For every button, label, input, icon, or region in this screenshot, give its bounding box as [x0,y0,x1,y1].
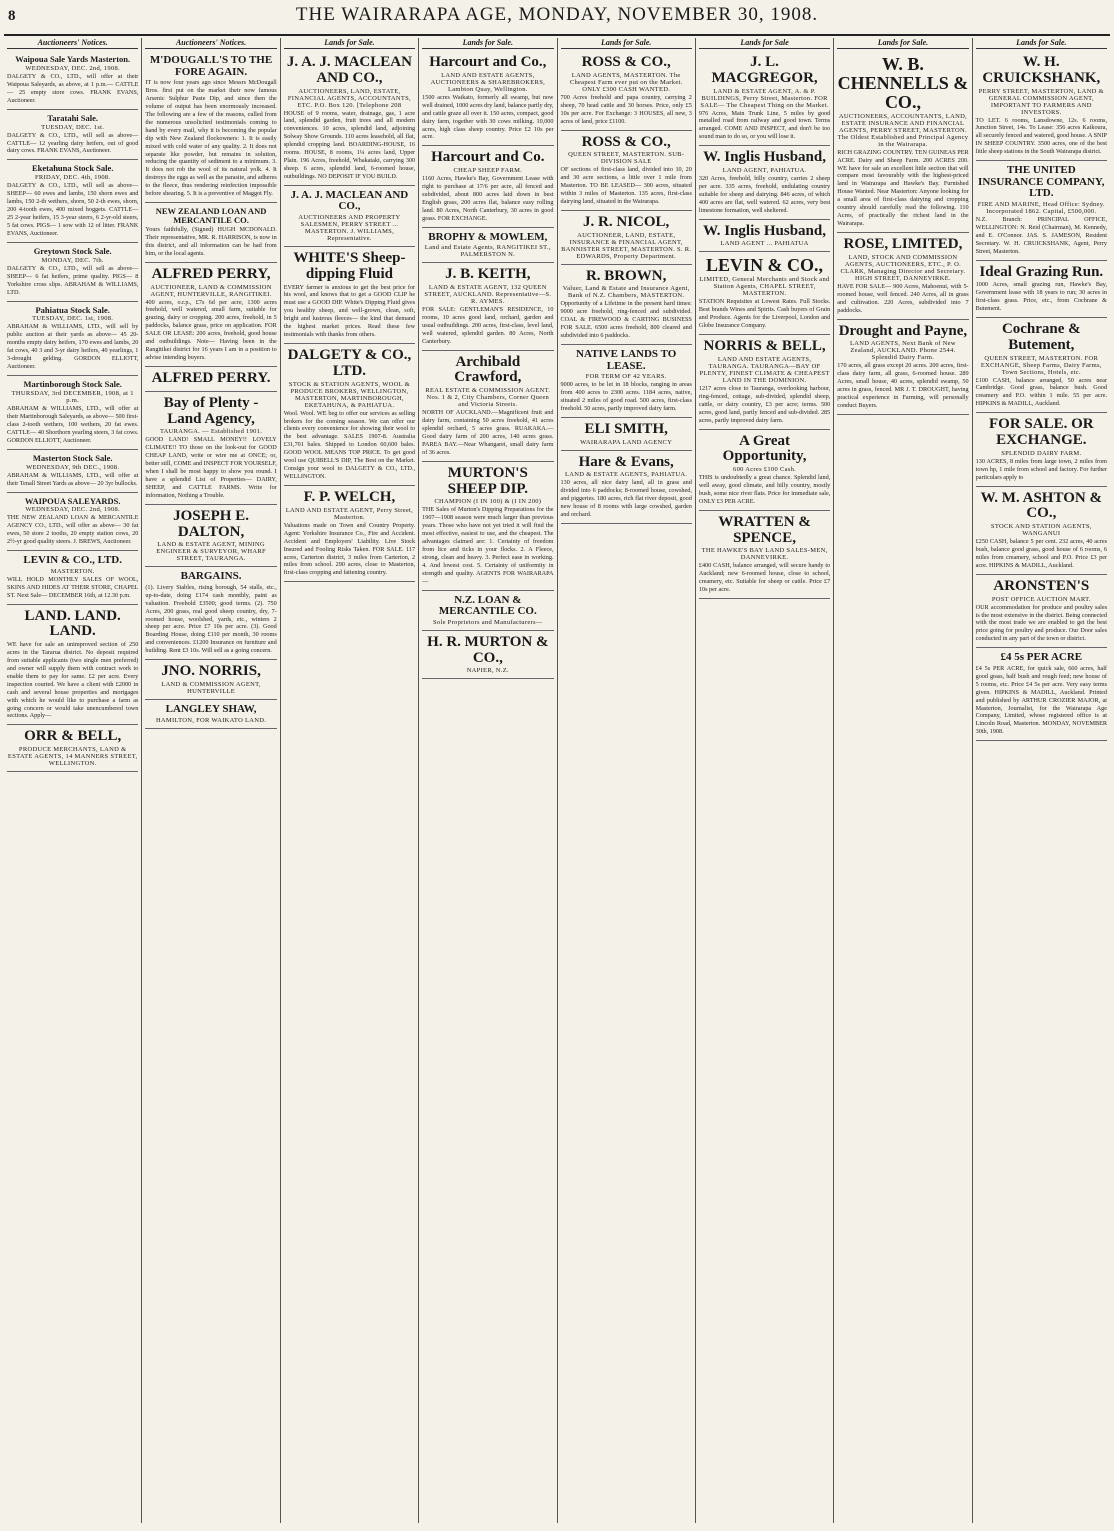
advertisement [284,186,415,247]
ad-subtitle: Land and Estate Agents, RANGITIKEI ST., PALMERSTON N. [424,244,551,259]
advertisement [699,335,830,429]
advertisement [422,228,553,264]
advertisement [7,493,138,552]
advertisement [422,263,553,350]
advertisement [284,344,415,486]
ad-title: LEVIN & CO., LTD. [23,554,122,567]
advertisement [145,392,276,505]
ad-subtitle: QUEEN STREET, MASTERTON. FOR EXCHANGE, Sheep Farms, Dairy Farms, Town Sections, Hotels, etc. [980,354,1102,376]
advertisement [145,660,276,700]
column-header: Auctioneers' Notices. [145,38,276,49]
ad-subtitle: Valuer, Land & Estate and Insurance Agent, Bank of N.Z. Chambers, MASTERTON. [562,285,690,300]
ad-title: Ideal Grazing Run. [979,263,1104,280]
advertisement [837,320,968,415]
ad-subtitle: LAND AND ESTATE AGENT, Perry Street, Masterton. [285,506,414,521]
ad-subtitle: Sole Proprietors and Manufacturers— [433,618,543,626]
column-header: Lands for Sale. [837,38,968,49]
ad-body: ABRAHAM & WILLIAMS, LTD., will offer at their Tenall Street Yards as above— 20 3yr bullocks. [7,471,139,487]
ad-body: DALGETY & CO., LTD., will offer at their Waipoua Saleyards, as above, at 1 p.m.— CATTLE— 25 empty store cows. FRANK EVANS, Auctioneer. [7,72,139,104]
advertisement [7,725,138,772]
ad-title: J. R. NICOL, [583,213,670,230]
ad-subtitle: FOR TERM OF 42 YEARS. [585,373,667,381]
ad-title: MURTON'S SHEEP DIP. [447,464,528,497]
ad-subtitle: LAND AGENTS, MASTERTON. The Cheapest Farm ever put on the Market. ONLY £300 CASH WANTED. [569,71,683,93]
ad-subtitle: CHEAP SHEEP FARM. [453,167,523,175]
ad-body: Opportunity of a Lifetime in the present hard times: 9000 acre freehold, ring-fenced and subdivided. COAL & FIREWOOD & CARTING BUSINESS FOR SALE. 6500 acres freehold, 800 cleared and subdivided into 6 paddocks. [560,300,692,340]
ad-title: Greytown Stock Sale. [33,245,112,256]
ad-body: 976 Acres, Main Trunk Line, 5 miles by good metalled road from railway and good town. Terms arranged. COME AND INSPECT, and don't be too sound man to do so, or you will lose it. [698,109,831,141]
ad-title: BROPHY & MOWLEM, [428,230,548,243]
advertisement [422,631,553,680]
ad-title: LANGLEY SHAW, [165,702,257,715]
ad-title: F. P. WELCH, [303,489,396,506]
advertisement [976,261,1107,319]
ad-body: £250 CASH, balance 5 per cent. 232 acres, 40 acres bush, balance good grass, good house of 6 rooms, 6 miles from creamery, school and P.O. Price £3 per acre. HIPKINS & MADILL, Auckland. [975,538,1107,569]
ad-subtitle: FRIDAY, DEC. 4th, 1908. [35,174,111,182]
advertisement [7,243,138,302]
ad-subtitle: LAND AGENT, PAHIATUA. [722,167,807,174]
ad-subtitle: FIRE AND MARINE, Head Office: Sydney. Incorporated 1862. Capital, £500,000. [977,200,1105,215]
ad-title: LAND. LAND. LAND. [24,607,121,640]
ad-title: ROSS & CO., [581,54,671,70]
ad-body: TO LET. 6 rooms, Lansdowne, 12s. 6 rooms, Junction Street, 14s. To Lease: 356 acres Kaikoura, all securely fenced and watered, good house. A SNIP IN SHEEP COUNTRY. 3500 acres, one of the best little sheep stations in the South Wairarapa district. [975,116,1107,156]
advertisement [561,51,692,131]
advertisement [7,110,138,161]
column-2 [141,38,279,1523]
advertisement [145,367,276,392]
column-8 [972,38,1110,1523]
ad-subtitle: TUESDAY, DEC. 1st, 1908. [32,315,114,323]
ad-title: J. A. J. MACLEAN AND CO., [290,188,409,213]
ad-subtitle: WEDNESDAY, DEC. 2nd, 1908. [25,64,121,72]
advertisement [145,51,276,203]
ad-title: W. M. ASHTON & CO., [980,489,1102,522]
advertisement [561,131,692,211]
advertisement [976,487,1107,575]
advertisement [7,51,138,110]
column-header: Lands for Sale [699,38,830,49]
masthead [4,4,1110,36]
columns-container [4,38,1110,1523]
ad-title: W. Inglis Husband, [703,149,826,166]
ad-title: JNO. NORRIS, [161,663,261,680]
ad-subtitle: THURSDAY, 3rd DECEMBER, 1908, at 1 p.m. [11,390,134,405]
ad-subtitle: AUCTIONEER, LAND, ESTATE, INSURANCE & FINANCIAL AGENT, BANNISTER STREET, MASTERTON. S. R. EDWARDS, Property Department. [561,231,692,260]
advertisement [699,146,830,219]
column-1 [4,38,141,1523]
column-header: Lands for Sale. [284,38,415,49]
ad-body: 400 acres, o.r.p., £7s 6d per acre, 1300 acres freehold, well watered, small farm, suitable for grazing, dairy or cropping. 200 acres, freehold, in 5 paddocks, balance grass, price on application. FOR SALE OR LEASE: 200 acres, freehold, good house and outbuildings. Note— Having been in the Rangitikei district for 16 years I am in a position to advise intending buyers. [145,298,277,362]
ad-subtitle: AUCTIONEERS, ACCOUNTANTS, LAND, ESTATE INSURANCE AND FINANCIAL AGENTS, PERRY STREET, MASTERTON. The Oldest Established and Principal Agency in the Wairarapa. [837,112,969,148]
ad-title: THE UNITED INSURANCE COMPANY, LTD. [978,164,1105,200]
advertisement [837,233,968,320]
ad-title: Eketahuna Stock Sale. [31,163,114,174]
ad-body: DALGETY & CO., LTD., will sell as above— SHEEP— 6 fat heifers, prime quality. PIGS— 8 Yorkshire cross slips. ABRAHAM & WILLIAMS, LTD. [7,264,139,296]
ad-title: Harcourt and Co., [429,54,547,70]
page-number: 8 [8,8,16,24]
ad-body: 1160 Acres, Hawke's Bay, Government Lease with right to purchase at 17/6 per acre, all fenced and subdivided, about 800 acres laid down in best English grass, 200 acres flat, balance easy rolling land. 80 Acres, North Canterbury, 30 acres in good grass. FOR EXCHANGE. [422,175,554,222]
ad-body: HOUSE of 9 rooms, water, drainage, gas, 1 acre land, splendid garden, fruit trees and all modern conveniences. 10 acres, splendid land, adjoining Solway Show Grounds. 110 acres leasehold, all flat, splendid cropping land. BOARDING-HOUSE, 16 rooms. HOUSE, 8 rooms, 1¼ acres land, Upper Plain. 196 Acres, freehold, Whakataki, carrying 300 sheep. 6 acres, splendid land, 6-roomed house, outbuildings. NO DEPOSIT IF YOU BUILD. [283,109,416,180]
advertisement [7,376,138,450]
ad-title: NEW ZEALAND LOAN AND MERCANTILE CO. [155,206,267,226]
ad-title: WAIPOUA SALEYARDS. [24,495,121,506]
ad-title: WHITE'S Sheep-dipping Fluid [293,250,406,282]
ad-subtitle: MONDAY, DEC. 7th. [41,256,104,264]
ad-title: W. H. CRUICKSHANK, [982,54,1101,86]
ad-subtitle: MASTERTON. [50,567,95,575]
column-header: Lands for Sale. [561,38,692,49]
advertisement [561,418,692,451]
ad-body: ABRAHAM & WILLIAMS, LTD., will offer at their Martinborough Saleyards, as above— 500 first-class 2-tooth wethers, 100 wethers, 20 fat ewes. CATTLE— 40 Shorthorn yearling steers, 3 fat cows. GORDON ELLIOTT, Auctioneer. [7,405,139,444]
ad-body: DALGETY & CO., LTD., will sell as above— CATTLE— 12 yearling dairy heifers, out of good dairy cows. FRANK EVANS, Auctioneer. [7,131,139,155]
ad-title: Martinborough Stock Sale. [23,379,122,390]
ad-subtitle: AUCTIONEERS, LAND, ESTATE, FINANCIAL AGENTS, ACCOUNTANTS, ETC. P.O. Box 120. [Telephone 208 [287,87,411,109]
advertisement [422,351,553,462]
ad-body: 130 acres, all nice dairy land, all in grass and divided into 6 paddocks; 8-roomed house, cowshed, and piggeries. 180 acres, rich flat river deposit, good new house of 8 rooms with large cowshed, garden and orchard. [560,479,692,519]
advertisement [422,462,553,591]
ad-title: N.Z. LOAN & MERCANTILE CO. [438,593,537,618]
ad-title: ORR & BELL, [24,728,122,745]
advertisement [976,648,1107,741]
advertisement [284,51,415,186]
ad-body: THIS is undoubtedly a great chance. Splendid land, well away, good climate, and hilly country, mostly bush, some nice river flats. Price for immediate sale, ONLY £3 PER ACRE. [698,474,831,505]
ad-subtitle: LAND & COMMISSION AGENT, HUNTERVILLE [161,680,261,695]
advertisement [145,567,276,660]
advertisement [837,51,968,233]
ad-title: W. Inglis Husband, [703,222,826,239]
ad-title: ELI SMITH, [584,420,668,437]
ad-title: Bay of Plenty - Land Agency, [163,394,259,427]
ad-title: JOSEPH E. DALTON, [173,507,249,540]
ad-body: WE have for sale an unimproved section of 250 acres in the Tararua district. No deposit required from suitable applicants (two single men preferred) and owner will supply them with contract work to enable them to pay for same. £2 per acre. Every inspection courted. We have a client with £2000 in cash and several house properties and mortgages with which he would like to purchase a farm as going concern or would take unencumbered town sections. Apply— [7,641,139,720]
ad-title: Masterton Stock Sale. [32,452,113,463]
ad-body: 1500 acres Waikato, formerly all swamp, but now well drained, 1000 acres dry land, balance partly dry, and cattle graze all over it. 150 acres, compact, good dairy farm, together with 30 cows milking. 10,000 acres, high class sheep country. Price £2 10s per acre. [422,93,554,141]
ad-body: HAVE FOR SALE— 900 Acres, Mahoenui, with 5-roomed house, well fenced. 240 Acres, all in grass and cultivation. 220 Acres, subdivided into 7 paddocks. [837,282,969,314]
ad-title: Hare & Evans, [578,453,674,470]
ad-title: DALGETY & CO., LTD. [287,347,412,379]
ad-body: Yours faithfully, (Signed) HUGH MCDONALD. Their representative, MR. R. HARRISON, is now in this district, and all information can be had from him, or the local agents. [145,226,277,257]
advertisement [561,345,692,418]
ad-body: GOOD LAND! SMALL MONEY!! LOVELY CLIMATE!! TO those on the look-out for GOOD CHEAP LAND, write or wire me at ONCE; or, better still, COME and INSPECT FOR YOURSELF, when I shall be most happy to show you round. I have a splendid List of Properties— DAIRY, SHEEP, and CATTLE FARMS. Write for information, Nothing a Trouble. [145,436,277,499]
ad-subtitle: AUCTIONEER, LAND & COMMISSION AGENT, HUNTERVILLE, RANGITIKEI. [150,283,272,298]
ad-body: 170 acres, all grass except 20 acres. 200 acres, first-class dairy farm, all grass, 6-roomed house. 289 Acres, small house, 40 acres, splendid swamp, 50 acres in grass, fenced. MR J. T. DROUGHT, having practical experience in Farming, will personally conduct Buyers. [837,362,969,409]
ad-subtitle: REAL ESTATE & COMMISSION AGENT. Nos. 1 & 2, City Chambers, Corner Queen and Victoria Streets. [425,387,551,409]
ad-title: FOR SALE. OR EXCHANGE. [989,416,1094,449]
ad-body: Valuations made on Town and Country Property. Agent: Yorkshire Insurance Co., Fire and Accident. Accident and Employers' Liability. Live Stock Insured and Fooling Risks Taken. FOR SALE. 117 acres, Carterton district, 3 miles from Carterton, 2 miles from school. 290 acres, close to Masterton, first-class cropping and fattening country. [283,521,416,577]
ad-title: J. L. MACGREGOR, [711,54,818,86]
ad-title: Pahiatua Stock Sale. [35,304,110,315]
ad-title: A Great Opportunity, [722,432,807,465]
ad-subtitle: SPLENDID DAIRY FARM. [1001,449,1082,457]
ad-subtitle: STOCK & STATION AGENTS, WOOL & PRODUCE BROKERS, WELLINGTON, MASTERTON, MARTINBOROUGH, EKETAHUNA, & PAHIATUA. [288,380,410,409]
advertisement [7,160,138,242]
ad-title: LEVIN & CO., [706,255,824,276]
advertisement [284,247,415,344]
ad-title: NATIVE LANDS TO LEASE. [576,348,677,372]
ad-subtitle: THE HAWKE'S BAY LAND SALES-MEN, DANNEVIRKE. [701,547,828,562]
ad-title: ARONSTEN'S [993,577,1090,594]
advertisement [699,51,830,146]
ad-title: ROSS & CO., [581,133,671,150]
ad-body: (1). Livery Stables, rising borough, 54 stalls, etc., up-to-date, doing £174 cash monthly, paint as valuation. Freehold £3500; good terms. (2). 750 Acres, 200 grass, real good sheep country, dry, 7-roomed house, woolshed, yards, etc., winters 2 sheep per acre. Price £7 10s per acre. (3). Good Boarding House, doing £110 per month, 30 rooms and conveniences. £1200 Insurance on furniture and building. Rent £3 10s. Will sell as a going concern. [145,583,277,655]
advertisement [699,430,830,511]
ad-title: Waipoua Sale Yards Masterton. [15,54,131,64]
ad-title: Archibald Crawford, [454,353,522,386]
ad-title: NORRIS & BELL, [703,338,826,355]
column-3 [280,38,418,1523]
ad-body: OF sections of first-class land, divided into 10, 20 and 30 acre sections, a little over 1 mile from Masterton. TO BE LEASED— 300 acres, situated within 3 miles of Masterton. 135 acres, first-class dairying land, situated in the Wairarapa. [560,166,692,205]
ad-title: ROSE, LIMITED, [843,236,963,253]
advertisement [145,505,276,568]
advertisement [699,252,830,335]
ad-title: J. B. KEITH, [445,266,531,283]
ad-title: Drought and Payne, [838,322,968,339]
ad-subtitle: LAND AGENTS, Next Bank of New Zealand, AUCKLAND. Phone 2544. Splendid Dairy Farm. [850,340,956,362]
ad-body: 9000 acres, to be let in 18 blocks, ranging in areas from 400 acres to 2300 acres. 1184 acres, native, situated 2 miles of good road. 500 acres, first-class freehold. 50 acres, partly improved dairy farm. [560,381,692,413]
ad-body: 130 ACRES, 8 miles from large town, 2 miles from town hp, 1 mile from school and factory. For further particulars apply to [975,457,1107,481]
ad-title: £4 5s PER ACRE [1000,651,1083,664]
ad-body: N.Z. Branch: PRINCIPAL OFFICE, WELLINGTON: N. Reid (Chairman), M. Kennedy, and E. O'Connor. JAS. S. JAMESON, Resident Secretary. W. H. CRUICKSHANK, Agent, Perry Street, Masterton. [975,215,1107,255]
ad-subtitle: 600 Acres £100 Cash. [733,466,797,474]
ad-title: H. R. MURTON & CO., [427,633,549,666]
ad-subtitle: LIMITED, General Merchants and Stock and Station Agents, CHAPEL STREET, MASTERTON. [699,276,830,298]
ad-body: THE NEW ZEALAND LOAN & MERCANTILE AGENCY CO., LTD., will offer as above— 30 fat ewes, 50 store 2 tooths, 20 empty station cows, 20 2½-yr good quality steers. J. BREWS, Auctioneer. [7,514,139,546]
advertisement [7,450,138,493]
ad-subtitle: STOCK AND STATION AGENTS, WANGANUI [990,523,1092,538]
ad-body: 1217 acres close to Tauranga, overlooking harbour, ring-fenced, cottage, sub-divided, splendid sheep, cattle, or dairy country, £3 per acre; terms. 500 acres, good land, partly fenced and sub-divided. 285 acres, partly improved dairy farm. [698,384,831,424]
ad-body: £4 5s PER ACRE, for quick sale, 660 acres, half good grass, half bush and rough feed; new house of 5 rooms, etc. Price £4 5s per acre. Very easy terms given. HIPKINS & MADILL, Auckland. Printed and published by ARTHUR CROZIER MAJOR, at Masterton, Journalist, for the Wairarapa Age Company, Limited, whose registered office is at Lincoln Road, Masterton. MONDAY, NOVEMBER 30th, 1908. [975,664,1107,736]
advertisement [561,265,692,345]
ad-title: J. A. J. MACLEAN AND CO., [286,54,412,86]
column-6 [695,38,833,1523]
ad-title: BARGAINS. [180,570,242,583]
column-header: Lands for Sale. [976,38,1107,49]
ad-body: IT is now four years ago since Messrs McDougall Bros. first put on the market their now famous Arsenic Sulphur Paste Dip, and since then the volume of output has been enormously increased. The following are a few of the reasons, culled from the numerous unsolicited testimonials coming to hand by every mail, why it is becoming the popular dip with New Zealand flockowners: 1. It is easily mixed with cold water of any quality. 2. It does not separate like powder, but remains in solution, reducing the quantity of sediment to a minimum. 3. It does not rob the wool of its natural yolk. 4. It destroys the eggs as well as the parasite, and adheres to the fleece, thus rendering reinfection impossible before shearing. 5. It is a preventive of Maggot Fly. [145,79,277,198]
advertisement [7,605,138,726]
ad-body: OUR accommodation for produce and poultry sales is the most extensive in the district. Being connected with the most trade we are enabled to get the best price going for poultry and produce. Our Door sales conducted in any part of the town or district. [975,603,1107,643]
ad-body: RICH GRAZING COUNTRY. TEN GUINEAS PER ACRE. Dairy and Sheep Farm. 200 ACRES 200. WE have for sale an excellent little section that will compare most favourably with the highest-priced land in Wairarapa and Hawke's Bay. Furnished House Wanted. Near Masterton: Anyone looking for a small area of first-class dairying and cropping country should carefully read the following. 110 Acres, of practically the richest land in the Wairarapa. [837,148,969,228]
advertisement [699,220,830,253]
ad-subtitle: PERRY STREET, MASTERTON, LAND & GENERAL COMMISSION AGENT, IMPORTANT TO FARMERS AND INVESTORS. [978,87,1104,116]
column-5 [557,38,695,1523]
ad-title: Harcourt and Co. [431,149,545,166]
ad-title: WRATTEN & SPENCE, [718,513,811,546]
ad-subtitle: TAURANGA. — Established 1901. [159,428,263,436]
ad-body: STATION Requisites at Lowest Rates. Full Stocks. Best brands Wines and Spirits. Cash buyers of Grain and Produce. Agents for the Liverpool, London and Globe Insurance Company. [698,298,831,330]
ad-body: 320 Acres, freehold, hilly country, carries 2 sheep per acre. 335 acres, freehold, undulating country suitable for sheep and dairying. 846 acres, of which 400 acres are flat, well watered. 62 acres, very best limestone formation, well sheltered. [698,175,831,214]
advertisement [145,263,276,367]
ad-title: R. BROWN, [585,267,667,284]
ad-subtitle: LAND & ESTATE AGENT, MINING ENGINEER & SURVEYOR, WHARF STREET, TAURANGA. [156,541,266,563]
ad-body: EVERY farmer is anxious to get the best price for his wool, and knows that to get a GOOD CLIP he must use a GOOD DIP. White's Dipping Fluid gives you healthy sheep, and well-grown, clean, soft, bright and lustrous fleeces— the kind that demand the highest market prices. Read these few testimonials with thanks from others. [283,283,416,339]
ad-body: ABRAHAM & WILLIAMS, LTD., will sell by public auction at their yards as above— 45 20-months empty dairy heifers, 170 ewes and lambs, 20 fat cows, 40 3 and 3-yr dairy heifers, 40 yearlings, 1 3-drought gelding. GORDON ELLIOTT, Auctioneer. [7,323,139,371]
ad-body: 700 Acres freehold and papa country, carrying 2 sheep, 70 head cattle and 30 horses. Price, only £5 10s per acre. For Exchange: 3 HOUSES, all new, 3 acres of land, price £1100. [560,93,692,125]
ad-subtitle: HAMILTON, FOR WAIKATO LAND. [155,716,267,724]
advertisement [976,413,1107,486]
advertisement [561,451,692,524]
ad-title: M'DOUGALL'S TO THE FORE AGAIN. [149,54,273,78]
ad-title: Taratahi Sale. [47,112,99,123]
ad-subtitle: LAND & ESTATE AGENT, A. & P. BUILDINGS, Perry Street, Masterton. FOR SALE— The Cheapest Thing on the Market. [700,87,829,109]
ad-body: £100 CASH, balance arranged, 50 acres near Cambridge. Good grass, balance bush. Good creamery and P.O. within 1 mile. 55 per acre. HIPKINS & MADILL, Auckland. [975,376,1107,408]
newspaper-page [4,4,1110,1523]
ad-title: Cochrane & Butement, [1001,321,1081,353]
ad-title: ALFRED PERRY. [151,370,271,386]
advertisement [7,551,138,604]
ad-subtitle: POST OFFICE AUCTION MART. [991,595,1091,603]
ad-subtitle: LAND & ESTATE AGENT, 132 QUEEN STREET, AUCKLAND. Representative—S. R. AYMES. [424,284,552,306]
advertisement [699,511,830,599]
advertisement [561,211,692,265]
ad-subtitle: AUCTIONEERS AND PROPERTY SALESMEN, PERRY STREET ... MASTERTON. J. WILLIAMS, Representative. [298,214,401,243]
ad-subtitle: LAND & ESTATE AGENTS, PAHIATUA. [565,471,688,479]
advertisement [422,146,553,227]
advertisement [145,700,276,729]
advertisement [976,575,1107,648]
column-header: Auctioneers' Notices. [7,38,138,49]
ad-subtitle: LAND AGENT ... PAHIATUA [720,240,809,248]
ad-subtitle: CHAMPION (I IN 100) & (I IN 200) [434,498,542,506]
ad-subtitle: NAPIER, N.Z. [466,667,509,675]
advertisement [7,302,138,377]
ad-subtitle: WAIRARAPA LAND AGENCY [580,438,673,446]
ad-subtitle: WEDNESDAY, DEC. 2nd, 1908. [25,506,121,514]
ad-body: NORTH OF AUCKLAND.—Magnificent fruit and dairy farm, containing 50 acres freehold, 41 acres splendid orchard, 5 acres grass. RUAKAKA.—Good dairy farm of 200 acres, 140 acres grass. PAREA BAY.—Near Whangarei, small dairy farm of 36 acres. [422,409,554,456]
newspaper-title: THE WAIRARAPA AGE, MONDAY, NOVEMBER 30, 1908. [295,4,819,25]
advertisement [976,51,1107,161]
ad-subtitle: LAND AND ESTATE AGENTS, AUCTIONEERS & SHAREBROKERS, Lambton Quay, Wellington. [430,71,546,93]
ad-subtitle: LAND AND ESTATE AGENTS, TAURANGA. TAURANGA—BAY OF PLENTY, FINEST CLIMATE & CHEAPEST LAND IN THE DOMINION. [699,355,830,384]
ad-subtitle: QUEEN STREET, MASTERTON. SUB-DIVISION SALE [568,151,685,166]
advertisement [284,486,415,582]
advertisement [145,203,276,263]
advertisement [976,318,1107,413]
ad-body: DALGETY & CO., LTD., will sell as above— SHEEP— 60 ewes and lambs, 150 shorn ewes and lambs, 150 2-th wethers, shorn, 50 2-th ewes, shorn, 200 4-tooth ewes, 400 mixed hoggets. CATTLE— 25 2-year heifers, 15 3-year steers, 6 2-yr-old steers, 5 fat cows. PIGS— 1 sow with 12 of litter. FRANK EVANS, Auctioneer. [7,182,139,237]
ad-title: ALFRED PERRY, [151,265,271,282]
ad-body: FOR SALE: GENTLEMAN'S RESIDENCE, 10 rooms, 10 acres good land, orchard, garden and usual outbuildings. 200 acres, first-class, level land, well watered, splendid garden. 80 Acres, North Canterbury. [422,306,554,345]
advertisement [422,591,553,631]
ad-subtitle: LAND, STOCK AND COMMISSION AGENTS, AUCTIONEERS, ETC., P. O. CLARK, Managing Director and Secretary. HIGH STREET, DANNEVIRKE. [840,253,966,282]
ad-body: 1000 Acres, small grazing run, Hawke's Bay, Government lease with 18 years to run; 30 acres in first-class grass. Price, etc., from Cochrane & Butement. [975,281,1107,313]
ad-body: WILL HOLD MONTHLY SALES OF WOOL, SKINS AND HIDES AT THEIR STORE, CHAPEL ST. Next Sale— DECEMBER 16th, at 12.30 p.m. [7,575,139,599]
column-4 [418,38,556,1523]
ad-subtitle: PRODUCE MERCHANTS, LAND & ESTATE AGENTS, 14 MANNERS STREET, WELLINGTON. [7,746,138,768]
column-7 [833,38,971,1523]
ad-body: THE Sales of Murton's Dipping Preparations for the 1907—1908 season were much larger than previous years. Those who have not yet tried it will find the most effective, easiest to use, and the cheapest. The advantages claimed are: 1. Certainty of freedom from lice and ticks in your flocks. 2. A Fleece, strong, clean and heavy. 3. Perfect ease in working. 4. And lowest cost. 5. Certainty of uniformity in strength and quality. AGENTS FOR WAIRARAPA— [422,506,554,585]
ad-title: W. B. CHENNELLS & CO., [837,54,969,112]
column-header: Lands for Sale. [422,38,553,49]
ad-subtitle: WEDNESDAY, 9th DEC., 1908. [26,463,120,471]
ad-subtitle: TUESDAY, DEC. 1st. [41,123,105,131]
advertisement [976,161,1107,260]
ad-body: £400 CASH, balance arranged, will secure handy to Auckland; new 6-roomed house, close to school, creamery, etc. Suitable for sheep or cattle. Price £7 10s per acre. [698,562,831,594]
advertisement [422,51,553,146]
ad-body: Wool. Wool. WE beg to offer our services as selling brokers for the coming season. We can offer our clients every convenience for showing their wool to the best advantage. SALES 1907-8. Australia £31,701 bales. Shipped to London 60,600 bales. GOOD WOOL MEANS TOP PRICE. To get good wool use QUIBELL'S DIP, The Best on the Market. Consign your wool to DALGETY & CO., LTD., WELLINGTON. [283,409,416,481]
